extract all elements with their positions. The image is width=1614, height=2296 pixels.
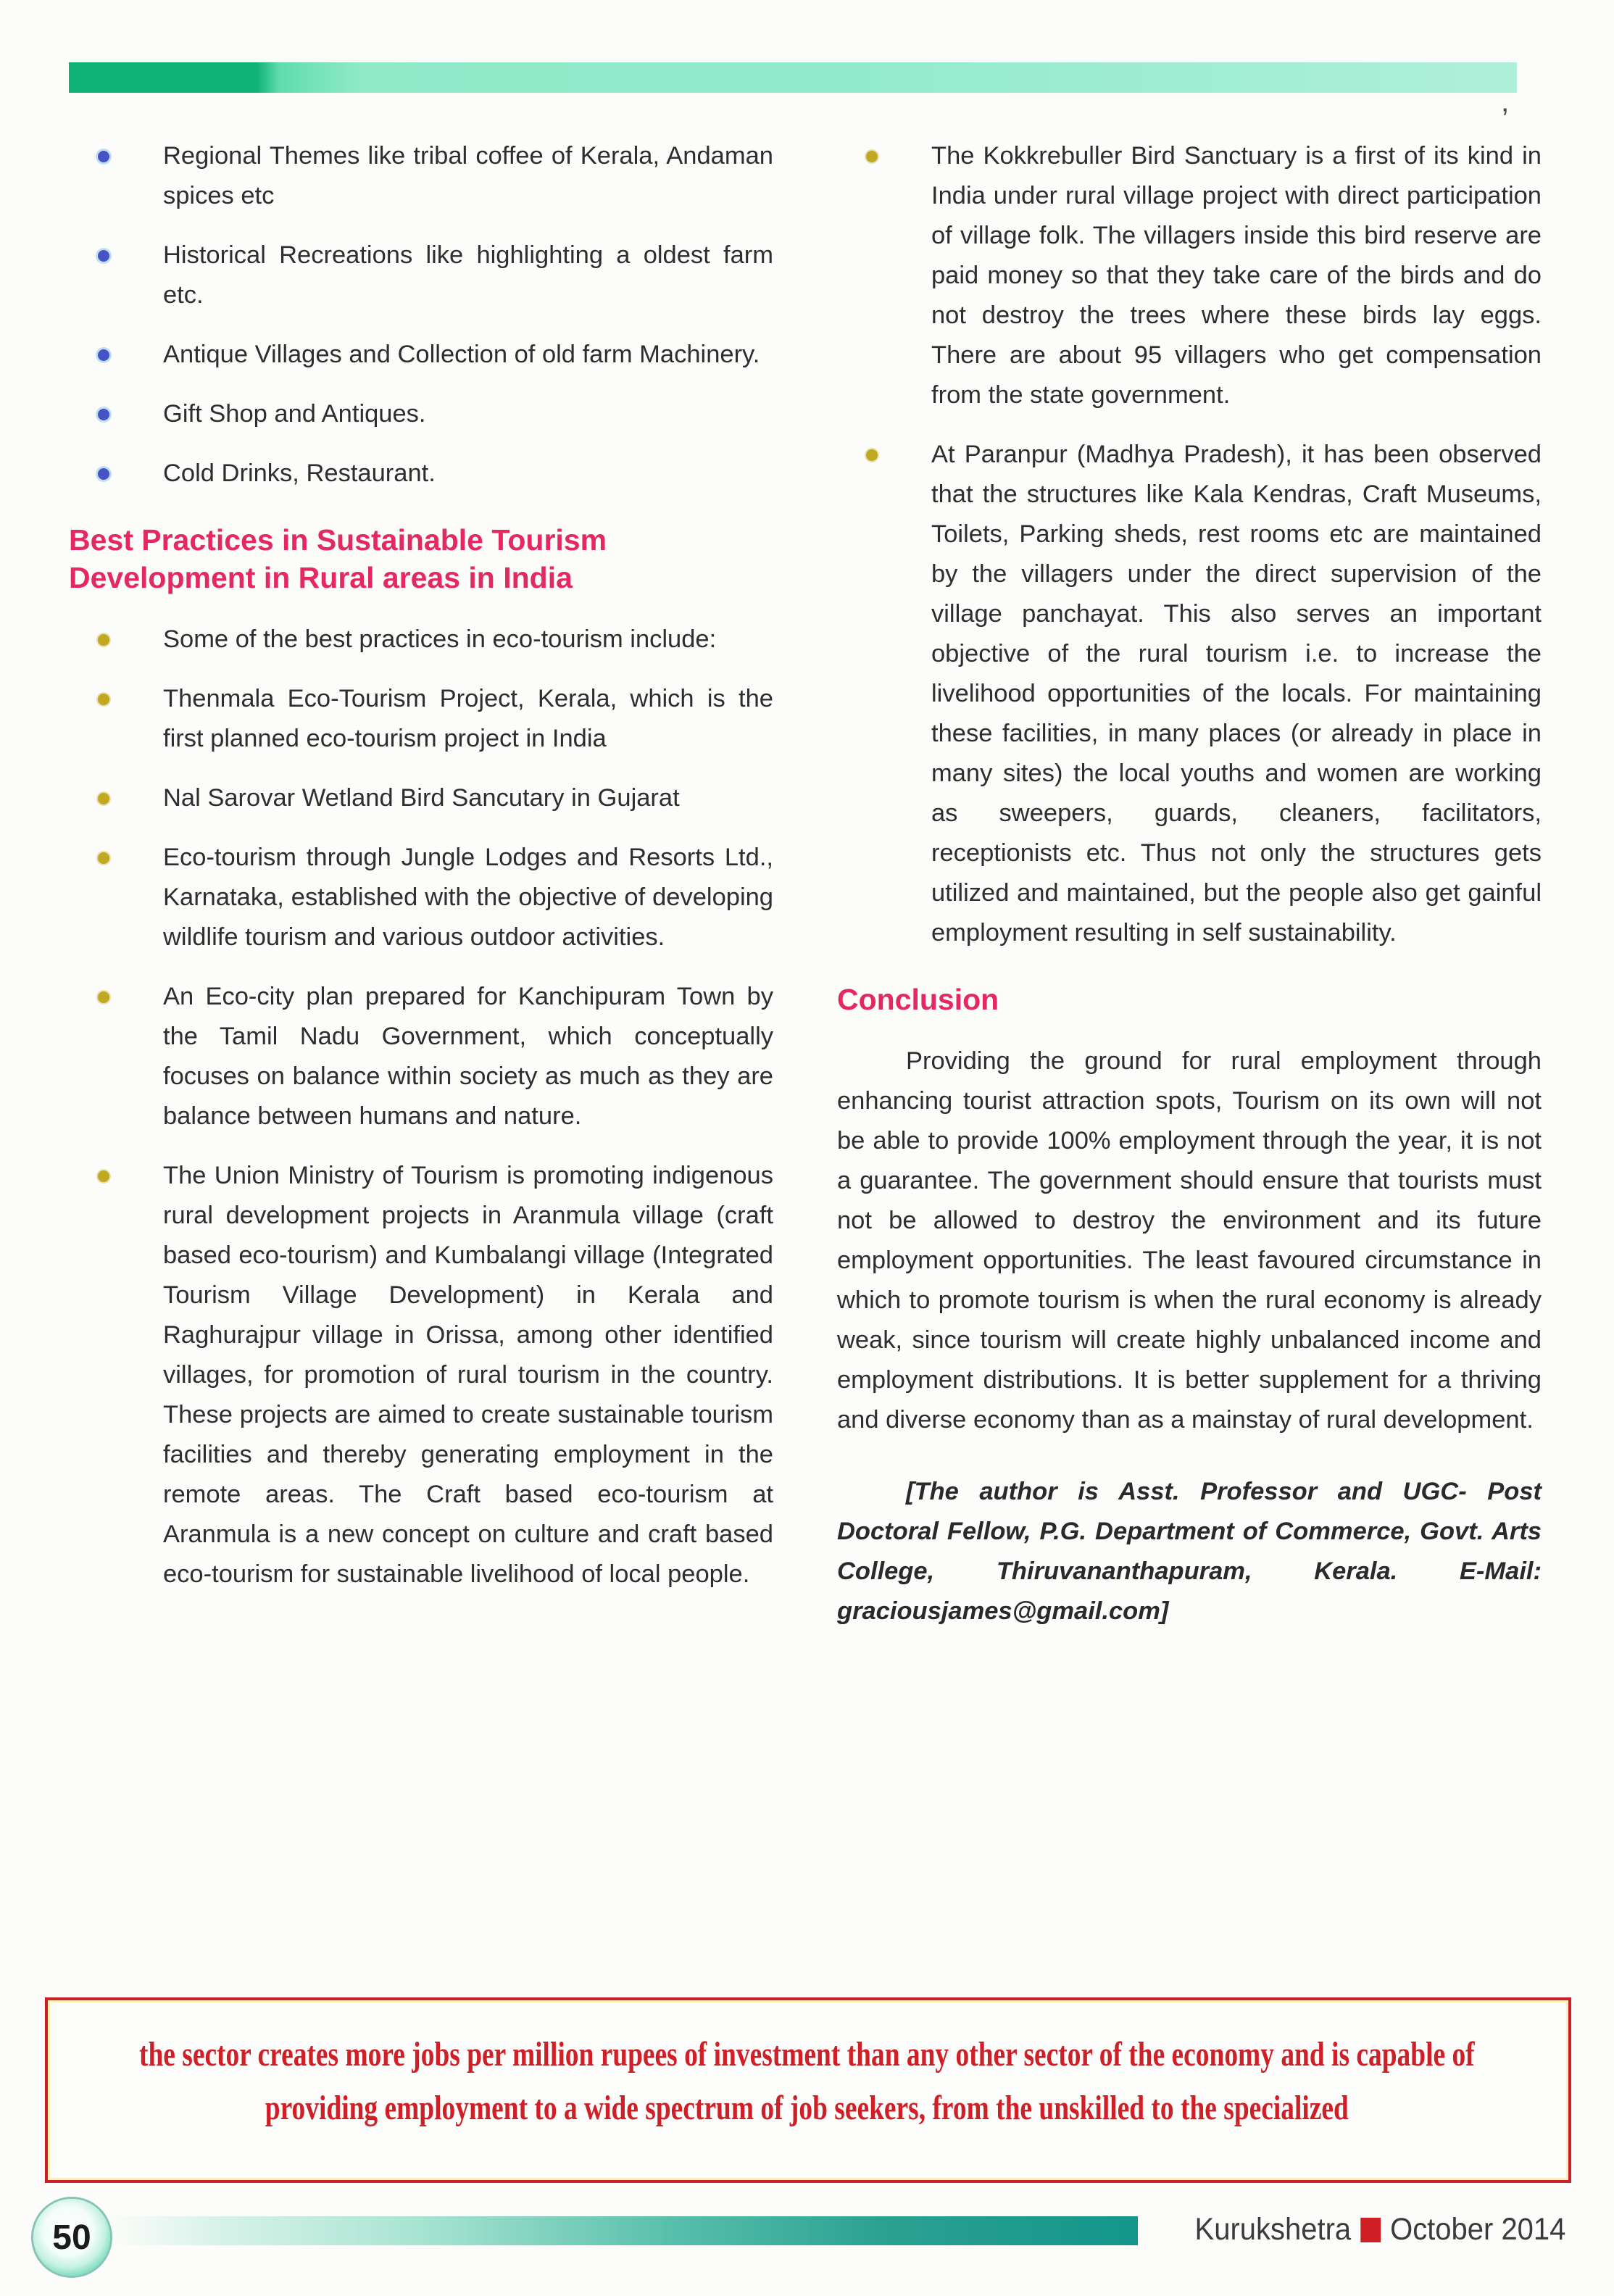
right-column (837, 136, 1542, 1631)
list-item: Regional Themes like tribal coffee of Kerala, Andaman spices etc (69, 136, 773, 216)
list-item: An Eco-city plan prepared for Kanchipuram Town by the Tamil Nadu Government, which conceptually focuses on balance within society as much as they are balance between humans and nature. (69, 977, 773, 1136)
footer-decorative-bar (110, 2216, 1138, 2245)
scan-artifact-mark: ’ (1502, 101, 1509, 136)
list-item: Antique Villages and Collection of old farm Machinery. (69, 335, 773, 375)
list-item: Thenmala Eco-Tourism Project, Kerala, which is the first planned eco-tourism project in India (69, 679, 773, 759)
list-item: At Paranpur (Madhya Pradesh), it has been observed that the structures like Kala Kendras, Craft Museums, Toilets, Parking sheds, rest rooms etc are maintained by the villagers under the direct supervision of the village panchayat. This also serves an important objective of the rural tourism i.e. to increase the livelihood opportunities of the locals. For maintaining these facilities, in many places (or already in place in many sites) the local youths and women are working as sweepers, guards, cleaners, facilitators, receptionists etc. Thus not only the structures gets utilized and maintained, but the people also get gainful employment resulting in self sustainability. (837, 435, 1542, 953)
case-studies-bullet-list (837, 136, 1542, 953)
issue-date: October 2014 (1389, 2212, 1565, 2247)
journal-name: Kurukshetra (1194, 2212, 1351, 2247)
red-square-icon (1360, 2218, 1381, 2242)
list-item: The Union Ministry of Tourism is promoting indigenous rural development projects in Aranmula village (craft based eco-tourism) and Kumbalangi village (Integrated Tourism Village Development) in Kerala and Raghurajpur village in Orissa, among other identified villages, for promotion of rural tourism in the country. These projects are aimed to create sustainable tourism facilities and thereby generating employment in the remote areas. The Craft based eco-tourism at Aranmula is a new concept on culture and craft based eco-tourism for sustainable livelihood of local people. (69, 1156, 773, 1594)
list-item: Some of the best practices in eco-tourism include: (69, 620, 773, 660)
conclusion-heading: Conclusion (837, 983, 999, 1016)
list-item: The Kokkrebuller Bird Sanctuary is a first of its kind in India under rural village project with direct participation of village folk. The villagers inside this bird reserve are paid money so that they take care of the birds and do not destroy the trees where these birds lay eggs. There are about 95 villagers who get compensation from the state government. (837, 136, 1542, 415)
list-item: Eco-tourism through Jungle Lodges and Resorts Ltd., Karnataka, established with the objective of developing wildlife tourism and various outdoor activities. (69, 838, 773, 957)
list-item: Cold Drinks, Restaurant. (69, 454, 773, 494)
footer-journal-info (1194, 2212, 1565, 2247)
pull-quote-text: the sector creates more jobs per million rupees of investment than any other sector of the economy and is capable of providing employment to a wide spectrum of job seekers, from the unskilled to the specialized (138, 2035, 1475, 2127)
left-column (69, 136, 773, 1631)
top-decorative-bar (69, 62, 1517, 93)
page-number: 50 (52, 2218, 91, 2257)
best-practices-bullet-list (69, 620, 773, 1594)
article-body (69, 136, 1542, 1631)
page-number-badge (33, 2199, 110, 2276)
list-item: Gift Shop and Antiques. (69, 394, 773, 434)
list-item: Nal Sarovar Wetland Bird Sancutary in Gujarat (69, 778, 773, 818)
best-practices-heading: Best Practices in Sustainable Tourism Development in Rural areas in India (69, 523, 607, 594)
pull-quote-box (45, 1997, 1571, 2183)
list-item: Historical Recreations like highlighting a oldest farm etc. (69, 236, 773, 315)
attractions-bullet-list (69, 136, 773, 494)
author-note: [The author is Asst. Professor and UGC- Post Doctoral Fellow, P.G. Department of Commerce, Govt. Arts College, Thiruvananthapuram, Kerala. E-Mail: graciousjames@gmail.com] (837, 1478, 1542, 1625)
conclusion-paragraph: Providing the ground for rural employment through enhancing tourist attraction spots, Tourism on its own will not be able to provide 100% employment through the year, it is not a guarantee. The government should ensure that tourists must not be allowed to destroy the environment and its future employment opportunities. The least favoured circumstance in which to promote tourism is when the rural economy is already weak, since tourism will create highly unbalanced income and employment distributions. It is better supplement for a thriving and diverse economy than as a mainstay of rural development. (837, 1047, 1542, 1434)
